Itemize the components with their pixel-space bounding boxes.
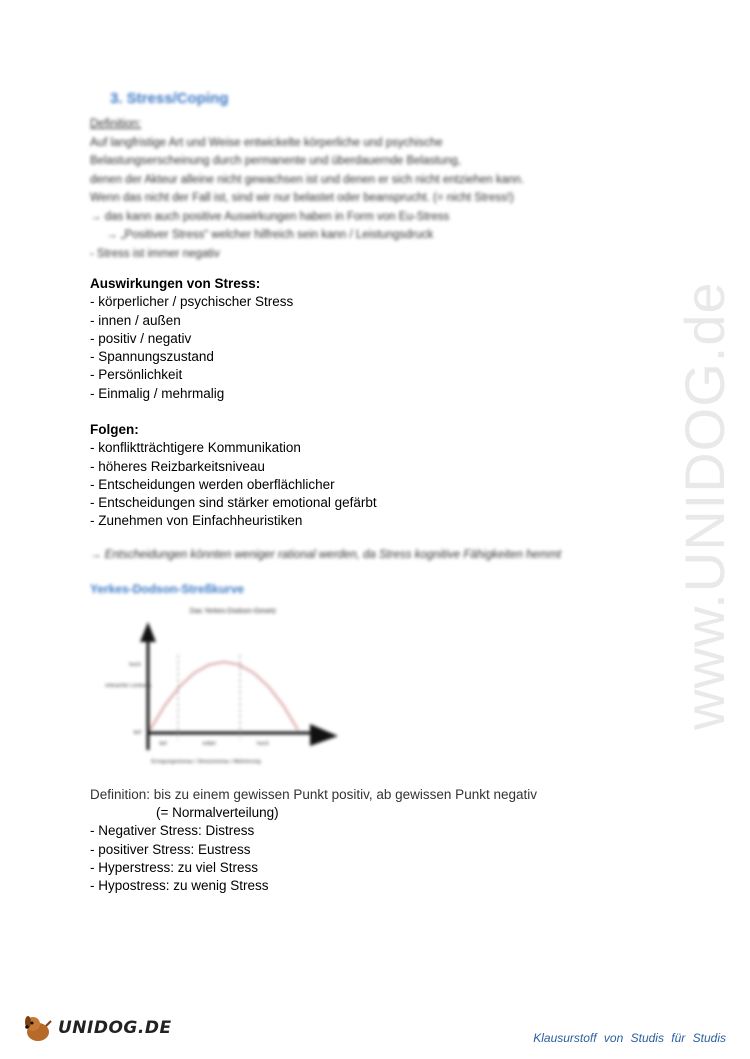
intro-line: Auf langfristige Art und Weise entwickelte körperliche und psychische xyxy=(90,136,443,149)
list-item: - höheres Reizbarkeitsniveau xyxy=(90,458,265,474)
intro-line: - Stress ist immer negativ xyxy=(90,247,220,260)
definition-line: Definition: bis zu einem gewissen Punkt positiv, ab gewissen Punkt negativ xyxy=(90,787,537,802)
footer-tagline: Klausurstoff von Studis für Studis xyxy=(533,1031,726,1045)
x-tick-label: hoch xyxy=(257,741,269,747)
list-item: - innen / außen xyxy=(90,312,181,328)
watermark: www.UNIDOG.de xyxy=(673,281,736,730)
intro-line: → das kann auch positive Auswirkungen haben in Form von Eu-Stress xyxy=(90,210,450,223)
definition-note: (= Normalverteilung) xyxy=(156,805,279,820)
x-axis-label: Erregungsniveau / Stressniveau / Aktivierung xyxy=(151,759,261,765)
intro-line: Belastungserscheinung durch permanente und überdauernde Belastung, xyxy=(90,155,461,167)
y-axis-arrow xyxy=(140,622,156,642)
list-item: - Negativer Stress: Distress xyxy=(90,823,255,839)
list-item: - Persönlichkeit xyxy=(90,367,183,383)
list-item: - Entscheidungen sind stärker emotional gefärbt xyxy=(90,495,377,511)
y-axis-label: erbrachte Leistung xyxy=(105,683,151,689)
logo-text: UNIDOG.DE xyxy=(58,1018,172,1038)
list-item: - Zunehmen von Einfachheuristiken xyxy=(90,513,303,529)
y-tick-label: tief xyxy=(133,730,141,736)
list-item: - körperlicher / psychischer Stress xyxy=(90,294,294,310)
stress-types-section xyxy=(90,804,279,895)
dog-icon xyxy=(22,1012,54,1044)
list-item: - Entscheidungen werden oberflächlicher xyxy=(90,476,335,492)
intro-definition xyxy=(90,115,630,263)
list-item: - Einmalig / mehrmalig xyxy=(90,385,225,401)
intro-line: → „Positiver Stress“ welcher hilfreich sein kann / Leistungsdruck xyxy=(106,229,434,241)
y-tick-label: hoch xyxy=(129,662,141,668)
auswirkungen-title: Auswirkungen von Stress: xyxy=(90,276,261,291)
chart-title: Das Yerkes-Dodson-Gesetz xyxy=(189,608,277,615)
list-item: - konfliktträchtigere Kommunikation xyxy=(90,440,301,456)
intro-line: Wenn das nicht der Fall ist, sind wir nur belastet oder beansprucht. (= nicht Stress!) xyxy=(90,192,514,204)
performance-curve xyxy=(150,662,298,730)
x-tick-label: mittel xyxy=(202,741,216,747)
list-item: - Hyperstress: zu viel Stress xyxy=(90,859,259,875)
yerkes-dodson-chart xyxy=(88,600,358,780)
unidog-logo[interactable] xyxy=(22,1012,172,1044)
list-item: - Spannungszustand xyxy=(90,349,214,365)
conclusion: → Entscheidungen könnten weniger rational werden, da Stress kognitive Fähigkeiten hemmt xyxy=(90,549,562,561)
x-axis-arrow xyxy=(310,724,338,746)
list-item: - Hypostress: zu wenig Stress xyxy=(90,878,269,894)
list-item: - positiver Stress: Eustress xyxy=(90,841,251,857)
list-item: - positiv / negativ xyxy=(90,330,192,346)
auswirkungen-section xyxy=(90,275,293,403)
folgen-title: Folgen: xyxy=(90,422,139,437)
section-heading: 3. Stress/Coping xyxy=(110,90,229,107)
curve-heading: Yerkes-Dodson-Streßkurve xyxy=(90,582,245,596)
folgen-section xyxy=(90,421,377,531)
x-tick-label: tief xyxy=(159,741,167,747)
intro-label: Definition: xyxy=(90,118,142,130)
intro-line: denen der Akteur alleine nicht gewachsen ist und denen er sich nicht entziehen kann. xyxy=(90,173,525,186)
